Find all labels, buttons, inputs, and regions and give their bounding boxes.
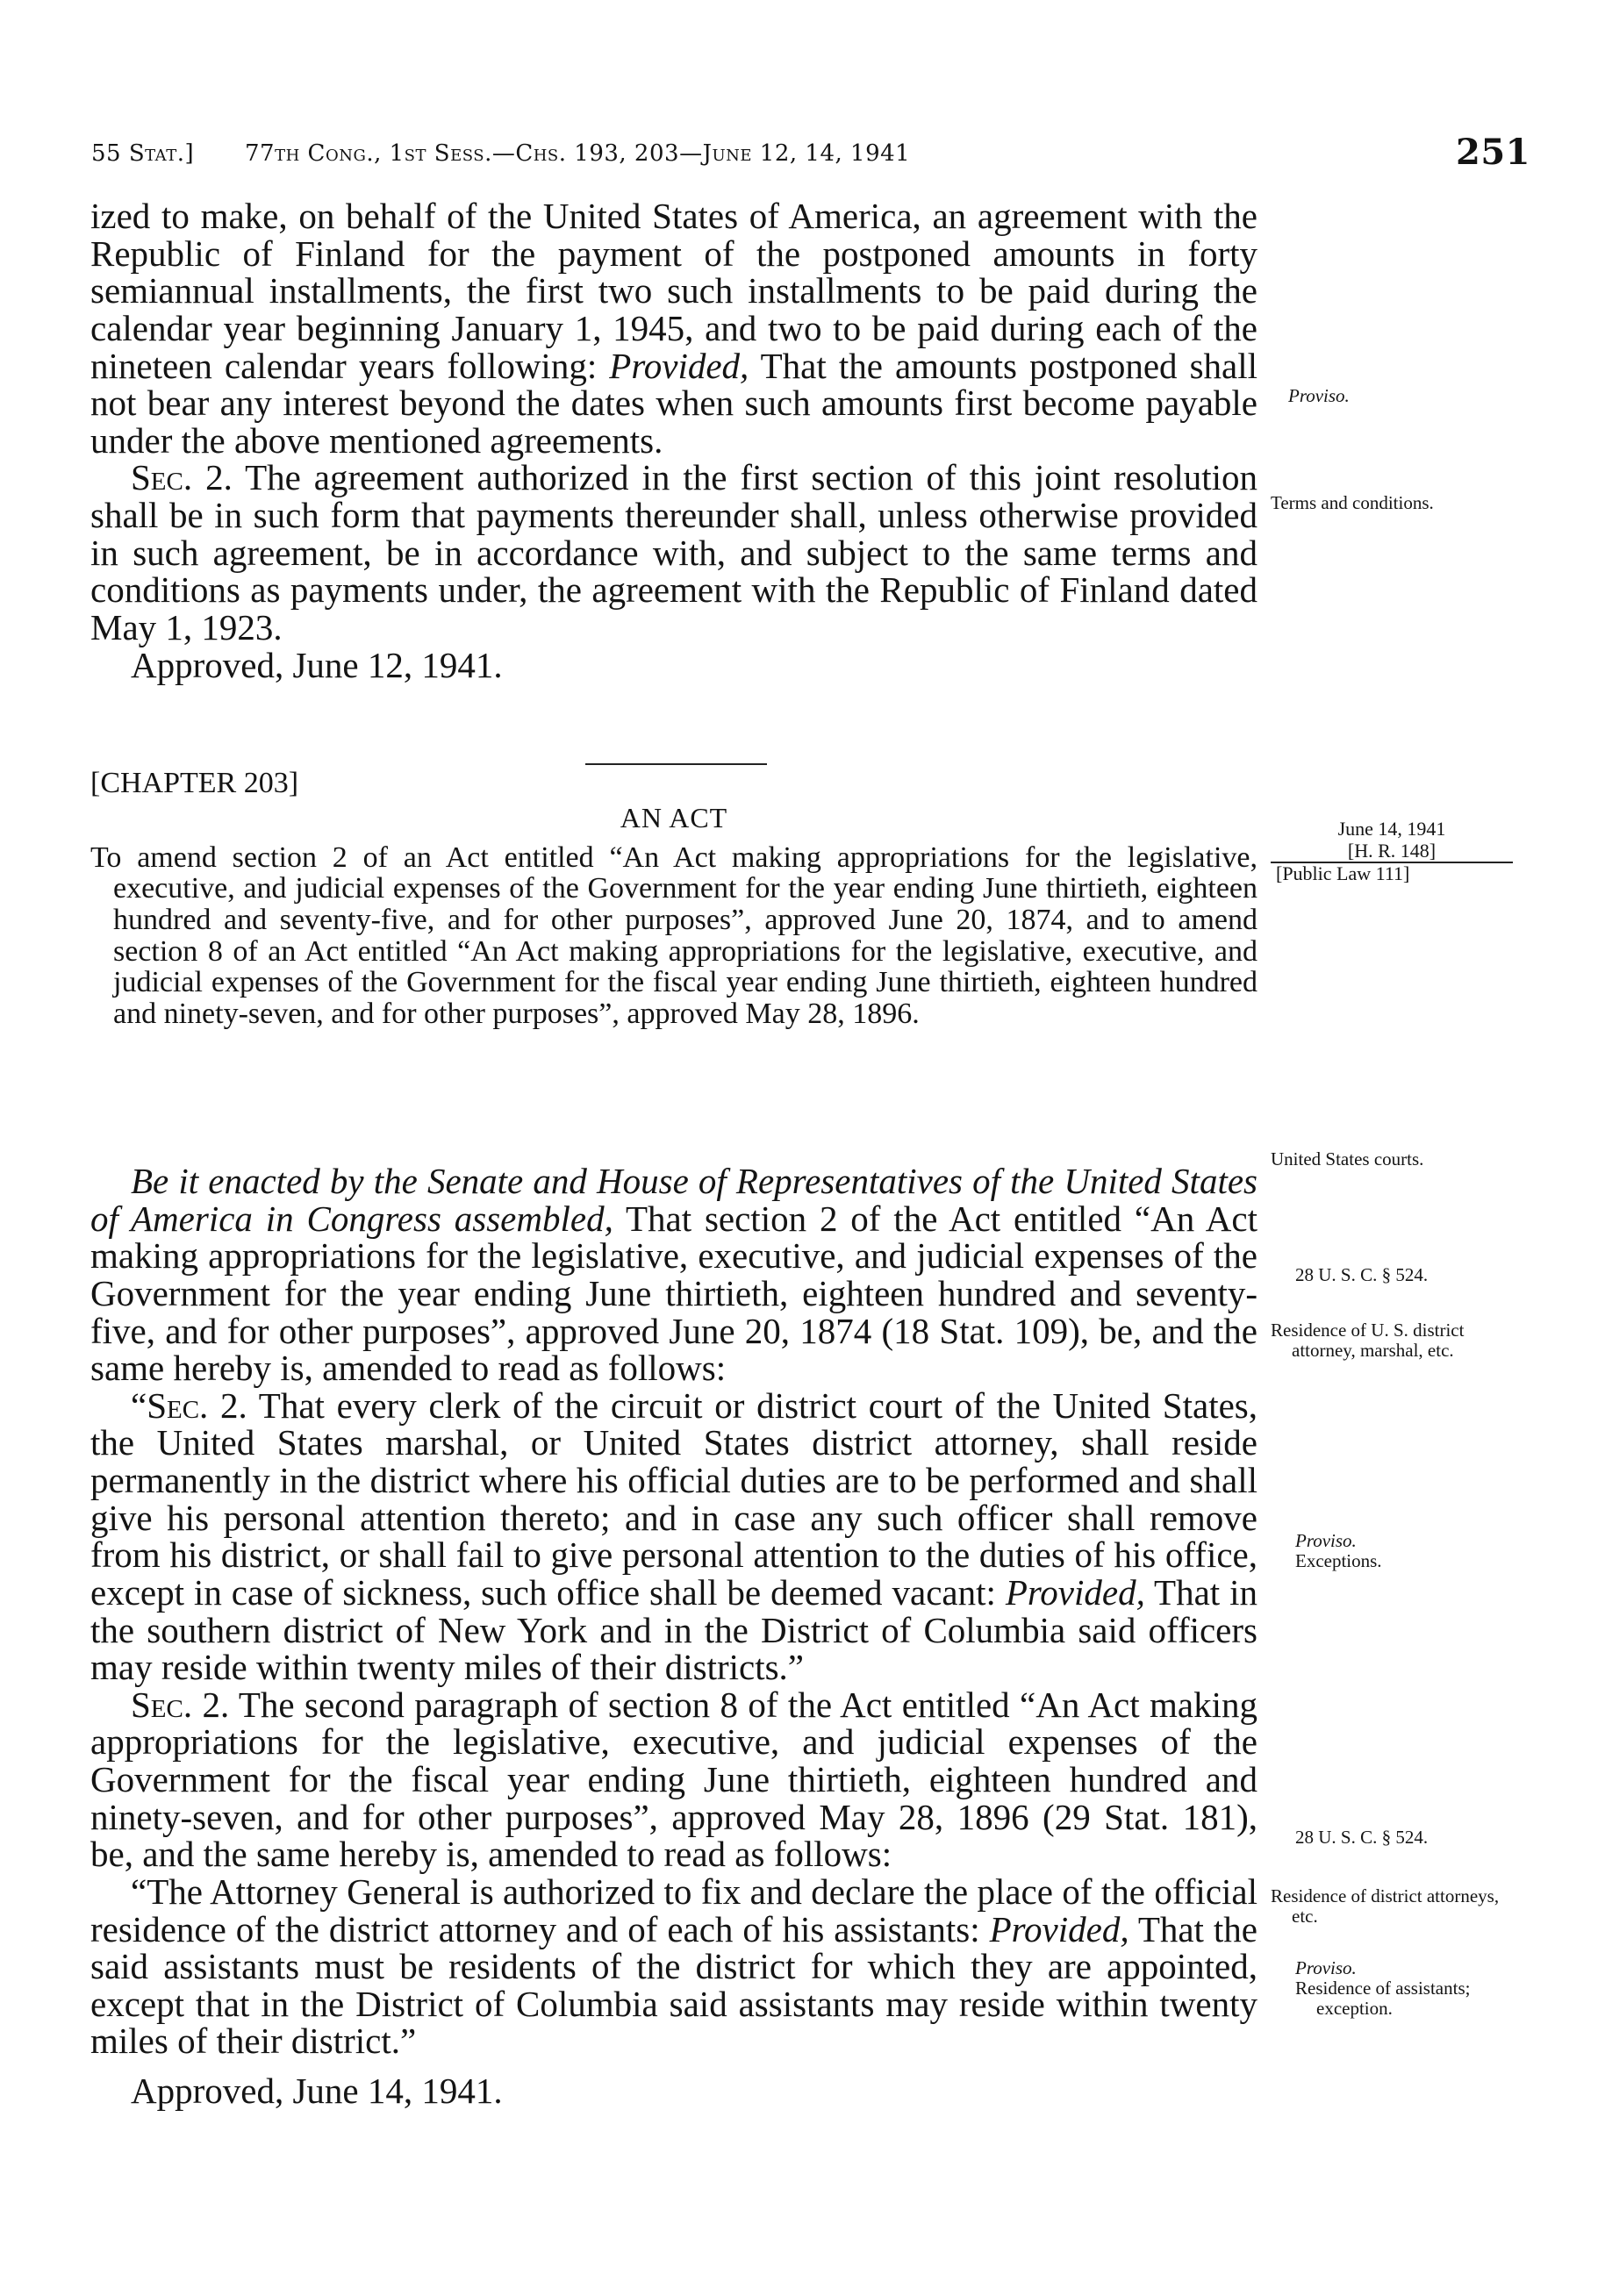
section-two-block bbox=[90, 1162, 1257, 2110]
margin-note-proviso: Proviso. bbox=[1288, 385, 1350, 406]
enactment-date: June 14, 1941 bbox=[1337, 818, 1446, 840]
chapter-block bbox=[90, 768, 1257, 1030]
margin-note-residence-attorneys: Residence of district attorneys, etc. bbox=[1271, 1885, 1500, 1928]
public-law-number: [Public Law 111] bbox=[1276, 862, 1410, 885]
margin-note-usc-2: 28 U. S. C. § 524. bbox=[1295, 1827, 1429, 1848]
chapter-label: [CHAPTER 203] bbox=[90, 767, 299, 799]
chapter-divider bbox=[585, 763, 767, 765]
legislative-history-box bbox=[1271, 819, 1513, 885]
page-number: 251 bbox=[1456, 132, 1530, 173]
margin-note-usc-1: 28 U. S. C. § 524. bbox=[1295, 1264, 1429, 1285]
margin-note-courts: United States courts. bbox=[1271, 1148, 1424, 1169]
margin-note-residence-assistants: Proviso. Residence of assistants; exception. bbox=[1295, 1957, 1471, 2020]
margin-note-terms: Terms and conditions. bbox=[1271, 492, 1434, 513]
paragraph-sec2-amend: Sec. 2. The second paragraph of section 8 of the Act entitled “An Act making appropriations for the legislative, executive, and judicial expenses of the Government for the fiscal year ending June thirtieth, eighteen hundred and ninety-seven, and for other purposes”, approved May 28, 1896 (29 Stat. 181), be, and the same hereby is, amended to read as follows: bbox=[90, 1684, 1258, 1875]
quoted-attorney-general: “The Attorney General is authorized to fix and declare the place of the official residence of the district attorney and of each of his assistants: Provided, That the said assistants must be residents of the district for which they are appointed, except that in the District of Columbia said assistants may reside within twenty miles of their district.” bbox=[90, 1870, 1257, 2062]
header-session: 77th Cong., 1st Sess.—Chs. 193, 203—June 12, 14, 1941 bbox=[245, 140, 911, 167]
margin-note-residence-marshal: Residence of U. S. district attorney, marshal, etc. bbox=[1271, 1320, 1465, 1362]
section-one-block bbox=[90, 197, 1257, 683]
running-header bbox=[91, 132, 1530, 184]
paragraph-agreement: ized to make, on behalf of the United States of America, an agreement with the Republic of Finland for the payment of the postponed amounts in forty semiannual installments, the first two such installments to be paid during the calendar year beginning January 1, 1945, and two to be paid during each of the nineteen calendar years following: Provided, That the amounts postponed shall not bear any interest beyond the dates when such amounts first become payable under the above mentioned agreements. bbox=[90, 196, 1258, 461]
header-volume: 55 Stat.] bbox=[91, 140, 195, 167]
margin-note-proviso-exceptions: Proviso. Exceptions. bbox=[1295, 1530, 1382, 1572]
act-summary: To amend section 2 of an Act entitled “An Act making appropriations for the legislative, executive, and judicial expenses of the Government for the year ending June thirtieth, eighteen hundred and seventy-five, and for other purposes”, approved June 20, 1874, and to amend section 8 of an Act entitled “An Act making appropriations for the legislative, executive, and judicial expenses of the Government for the fiscal year ending June thirtieth, eighteen hundred and ninety-seven, and for other purposes”, approved May 28, 1896. bbox=[90, 840, 1257, 1031]
paragraph-sec2: Sec. 2. The agreement authorized in the first section of this joint resolution shall be in such form that payments thereunder shall, unless otherwise provided in such agreement, be in accordance with, and subject to the same terms and conditions as payments under, the agreement with the Republic of Finland dated May 1, 1923. bbox=[90, 457, 1258, 647]
approved-june-12: Approved, June 12, 1941. bbox=[131, 644, 503, 685]
bill-number: [H. R. 148] bbox=[1271, 840, 1513, 864]
act-title: AN ACT bbox=[620, 802, 728, 834]
quoted-section-2: “Sec. 2. That every clerk of the circuit or district court of the United States, the United States marshal, or United States district attorney, shall reside permanently in the district where his official duties are to be performed and shall give his personal attention thereto; and in case any such officer shall remove from his district, or shall fail to give personal attention to the duties of his office, except in case of sickness, such office shall be deemed vacant: Provided, That in the southern district of New York and in the District of Columbia said officers may reside within twenty miles of their districts.” bbox=[90, 1384, 1258, 1688]
enacting-clause: Be it enacted by the Senate and House of Representatives of the United States of America in Congress assembled, That section 2 of the Act entitled “An Act making appropriations for the legislative, executive, and judicial expenses of the Government for the year ending June thirtieth, eighteen hundred and seventy-five, and for other purposes”, approved June 20, 1874 (18 Stat. 109), be, and the same hereby is, amended to read as follows: bbox=[90, 1161, 1257, 1389]
approved-june-14: Approved, June 14, 1941. bbox=[131, 2071, 503, 2111]
